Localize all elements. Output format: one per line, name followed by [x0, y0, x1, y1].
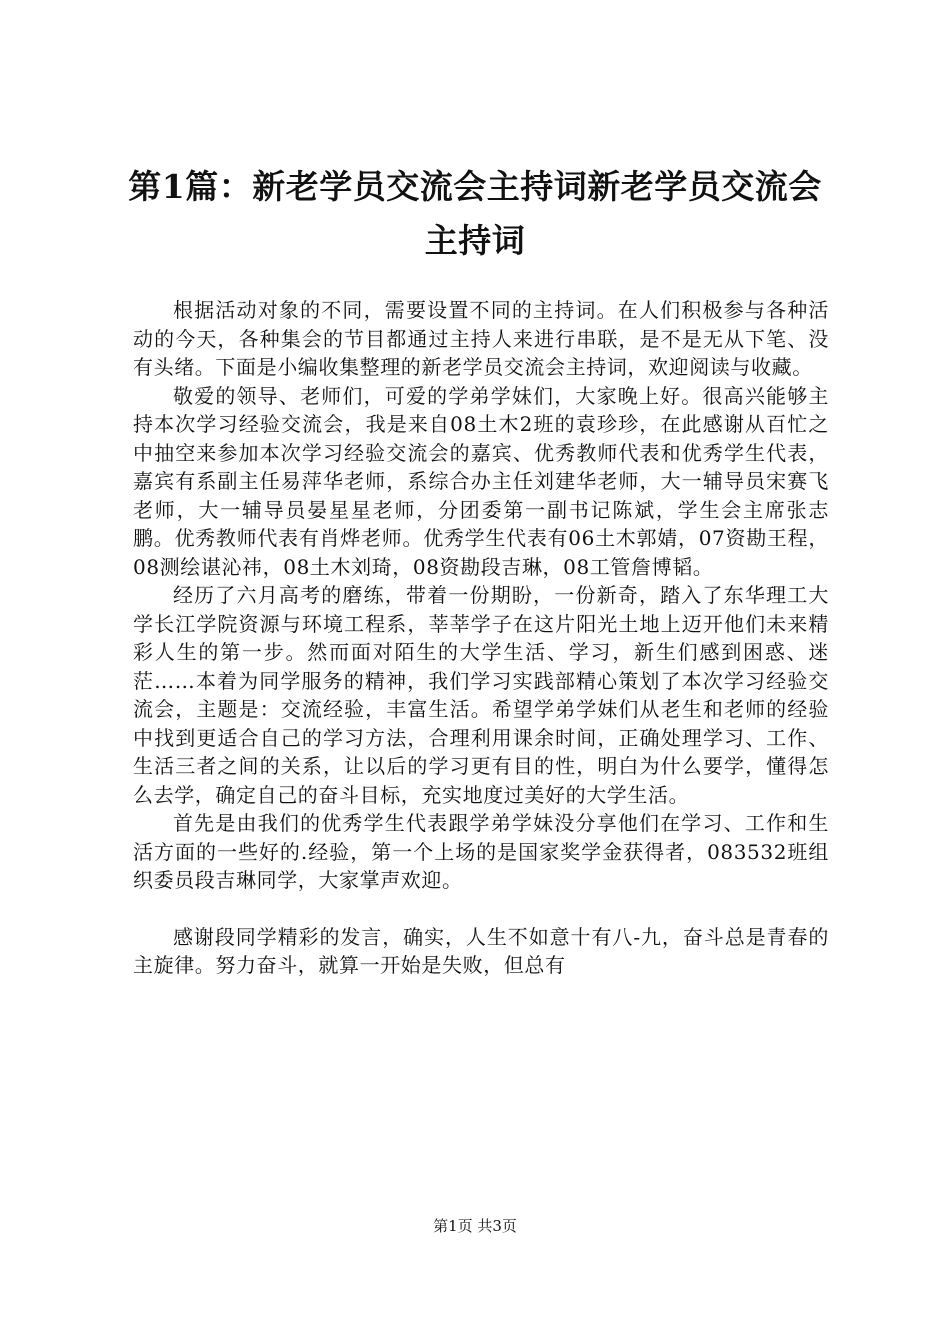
- paragraph-thanks: 感谢段同学精彩的发言，确实，人生不如意十有八-九，奋斗总是青春的主旋律。努力奋斗，就算一开始是失败，但总有: [133, 924, 829, 977]
- paragraph-greeting: 敬爱的领导、老师们，可爱的学弟学妹们，大家晚上好。很高兴能够主持本次学习经验交流会，我是来自08土木2班的袁珍珍，在此感谢从百忙之中抽空来参加本次学习经验交流会的嘉宾、优秀教师代表和优秀学生代表，嘉宾有系副主任易萍华老师，系综合办主任刘建华老师，大一辅导员宋赛飞老师，大一辅导员晏星星老师，分团委第一副书记陈斌，学生会主席张志鹏。优秀教师代表有肖烨老师。优秀学生代表有06土木郭婧，07资勘王程，08测绘谌沁祎，08土木刘琦，08资勘段吉琳，08工管詹博韬。: [133, 383, 829, 579]
- page-number-footer: 第1页 共3页: [433, 1217, 517, 1235]
- document-body: [133, 296, 829, 980]
- document-title: 第1篇：新老学员交流会主持词新老学员交流会主持词: [128, 167, 822, 260]
- paragraph-intro: 根据活动对象的不同，需要设置不同的主持词。在人们积极参与各种活动的今天，各种集会的节目都通过主持人来进行串联，是不是无从下笔、没有头绪。下面是小编收集整理的新老学员交流会主持词，欢迎阅读与收藏。: [133, 298, 829, 379]
- paragraph-first-speaker: 首先是由我们的优秀学生代表跟学弟学妹没分享他们在学习、工作和生活方面的一些好的.经验，第一个上场的是国家奖学金获得者，083532班组织委员段吉琳同学，大家掌声欢迎。: [133, 811, 829, 892]
- paragraph-spacer: [133, 895, 829, 923]
- paragraph-background: 经历了六月高考的磨练，带着一份期盼，一份新奇，踏入了东华理工大学长江学院资源与环境工程系，莘莘学子在这片阳光土地上迈开他们未来精彩人生的第一步。然而面对陌生的大学生活、学习，新生们感到困惑、迷茫……本着为同学服务的精神，我们学习实践部精心策划了本次学习经验交流会，主题是：交流经验，丰富生活。希望学弟学妹们从老生和老师的经验中找到更适合自己的学习方法，合理利用课余时间，正确处理学习、工作、生活三者之间的关系，让以后的学习更有目的性，明白为什么要学，懂得怎么去学，确定自己的奋斗目标，充实地度过美好的大学生活。: [133, 583, 829, 807]
